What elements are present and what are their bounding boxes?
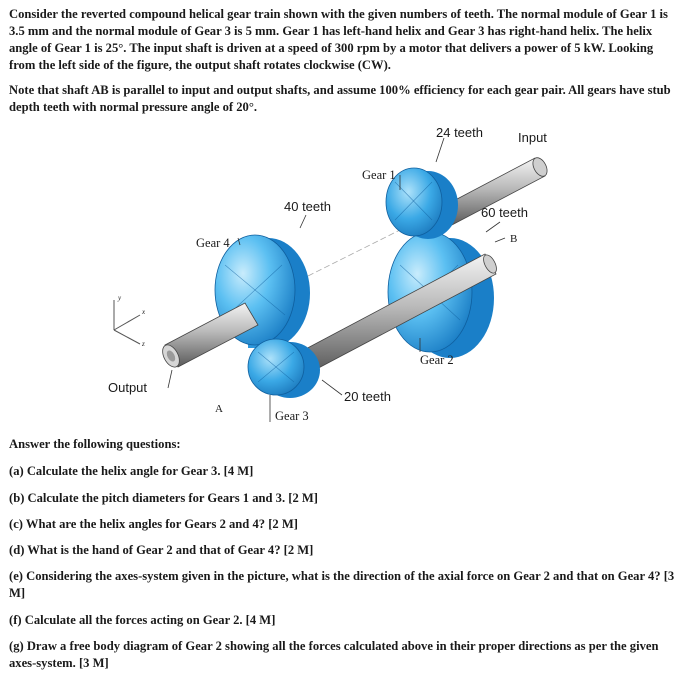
label-point-b: B (510, 233, 518, 245)
question-b: (b) Calculate the pitch diameters for Gears 1 and 3. [2 M] (9, 491, 318, 505)
label-40-teeth: 40 teeth (284, 199, 331, 214)
label-output: Output (108, 380, 148, 395)
problem-intro: Consider the reverted compound helical gear train shown with the given numbers of teeth. The normal module of Gear 1 is 3.5 mm and the normal module of Gear 3 is 5 mm. Gear 1 has left-hand helix and Gear 3 has right-hand helix. The helix angle of Gear 1 is 25°. The input shaft is driven at a speed of 300 rpm by a motor that delivers a power of 5 kW. Looking from the left side of the figure, the output shaft rotates clockwise (CW). (9, 7, 668, 72)
label-20-teeth: 20 teeth (344, 389, 391, 404)
label-60-teeth: 60 teeth (481, 205, 528, 220)
label-24-teeth: 24 teeth (436, 125, 483, 140)
label-gear-2: Gear 2 (420, 353, 454, 367)
problem-note: Note that shaft AB is parallel to input and output shafts, and assume 100% efficiency for each gear pair. All gears have stub depth teeth with normal pressure angle of 20°. (9, 83, 671, 114)
question-e: (e) Considering the axes-system given in the picture, what is the direction of the axial force on Gear 2 and that on Gear 4? [3 M] (9, 569, 675, 600)
question-c: (c) What are the helix angles for Gears 2 and 4? [2 M] (9, 517, 298, 531)
questions-heading: Answer the following questions: (9, 437, 181, 451)
axes-triad (114, 300, 140, 344)
label-gear-3: Gear 3 (275, 409, 309, 423)
gear-train-figure (0, 120, 682, 430)
question-a: (a) Calculate the helix angle for Gear 3. [4 M] (9, 464, 254, 478)
question-f: (f) Calculate all the forces acting on Gear 2. [4 M] (9, 613, 276, 627)
label-point-a: A (215, 403, 223, 415)
label-gear-1: Gear 1 (362, 168, 396, 182)
question-d: (d) What is the hand of Gear 2 and that of Gear 4? [2 M] (9, 543, 314, 557)
axis-z-label: z (142, 340, 145, 348)
axis-y-label: y (118, 294, 122, 302)
gear-1 (386, 168, 458, 239)
label-input: Input (518, 130, 547, 145)
label-gear-4: Gear 4 (196, 236, 230, 250)
axis-x-label: x (142, 308, 146, 316)
question-g: (g) Draw a free body diagram of Gear 2 showing all the forces calculated above in their proper directions as per the given axes-system. [3 M] (9, 639, 659, 670)
